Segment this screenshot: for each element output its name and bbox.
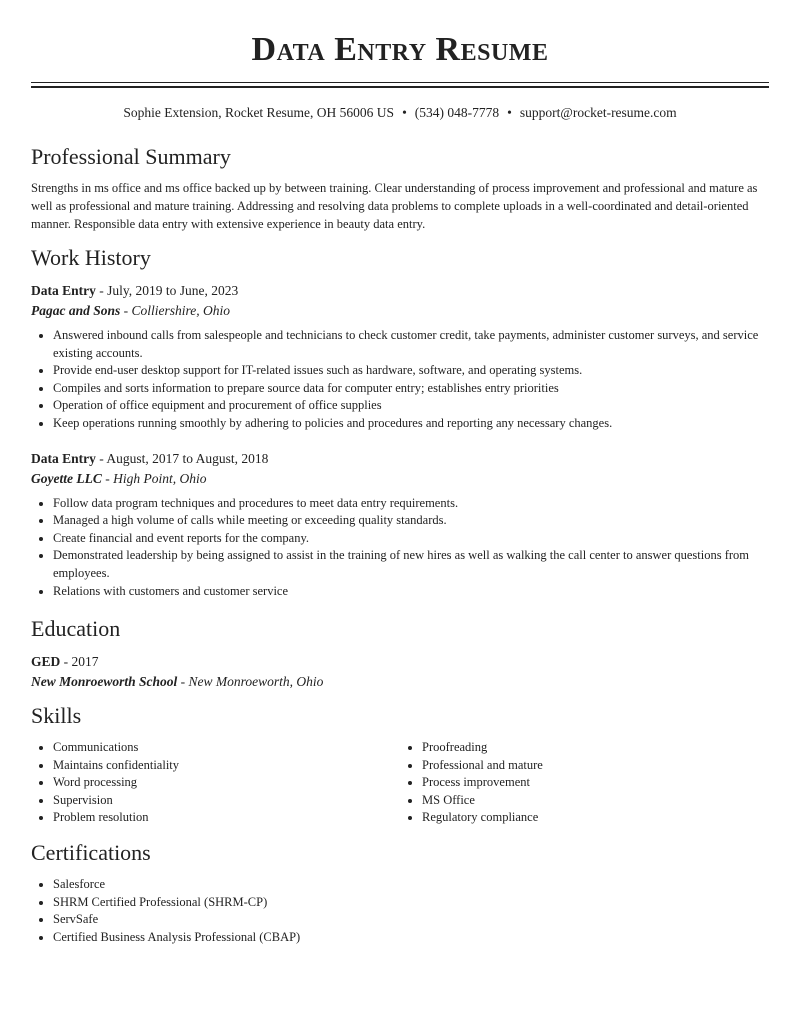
job-location: - High Point, Ohio: [101, 470, 207, 486]
section-heading: Work History: [31, 245, 151, 270]
section-heading: Certifications: [31, 840, 151, 865]
header-rule-thick: [31, 86, 769, 88]
job-company-line: [31, 301, 769, 321]
contact-separator: •: [402, 105, 407, 120]
job-title-line: [31, 449, 769, 469]
summary-section: [31, 144, 769, 233]
list-item: • Proofreading: [422, 739, 769, 757]
certifications-list: [31, 876, 769, 946]
list-item: • Word processing: [53, 774, 400, 792]
education-year: - 2017: [60, 654, 99, 669]
list-item: • Follow data program techniques and procedures to meet data entry requirements.: [53, 495, 769, 513]
job-bullets: [31, 327, 769, 433]
certifications-section: [31, 840, 769, 946]
section-heading: Education: [31, 616, 121, 641]
work-section: [31, 245, 769, 600]
list-item: • Managed a high volume of calls while meeting or exceeding quality standards.: [53, 512, 769, 530]
list-item: • Supervision: [53, 792, 400, 810]
list-item: • Answered inbound calls from salespeople and technicians to check customer credit, take payments, administer customer surveys, and service existing accounts.: [53, 327, 769, 362]
resume-title: Data Entry Resume: [251, 31, 549, 68]
list-item: • Demonstrated leadership by being assigned to assist in the training of new hires as well as walking the call center to answer questions from employees.: [53, 547, 769, 582]
job-dates: - August, 2017 to August, 2018: [95, 450, 269, 466]
job-entry: [31, 449, 769, 601]
contact-address: Sophie Extension, Rocket Resume, OH 56006 US: [123, 105, 395, 120]
list-item: • Create financial and event reports for the company.: [53, 530, 769, 548]
list-item: • Relations with customers and customer service: [53, 583, 769, 601]
section-heading: Skills: [31, 703, 82, 728]
job-company-line: [31, 469, 769, 489]
list-item: • Salesforce: [53, 876, 769, 894]
job-company: Goyette LLC: [31, 470, 102, 486]
header-rule-thin: [31, 82, 769, 83]
job-title-line: [31, 281, 769, 301]
list-item: • Compiles and sorts information to prepare source data for computer entry; establishes entry priorities: [53, 380, 769, 398]
skills-section: [31, 703, 769, 827]
list-item: • MS Office: [422, 792, 769, 810]
education-section: [31, 616, 769, 692]
job-title: Data Entry: [31, 450, 96, 466]
job-entry: [31, 281, 769, 433]
contact-phone: (534) 048-7778: [414, 105, 500, 120]
skills-right-list: [400, 739, 769, 827]
list-item: • Keep operations running smoothly by adhering to policies and procedures and reporting any necessary changes.: [53, 415, 769, 433]
education-school-line: [31, 672, 769, 692]
job-bullets: [31, 495, 769, 601]
contact-separator: •: [507, 105, 512, 120]
list-item: • Professional and mature: [422, 757, 769, 775]
skills-left-list: [31, 739, 400, 827]
list-item: • Maintains confidentiality: [53, 757, 400, 775]
skills-columns: [31, 739, 769, 827]
list-item: • Provide end-user desktop support for IT-related issues such as hardware, software, and operating systems.: [53, 362, 769, 380]
list-item: • Operation of office equipment and procurement of office supplies: [53, 397, 769, 415]
list-item: • Problem resolution: [53, 809, 400, 827]
job-location: - Colliershire, Ohio: [120, 303, 231, 318]
education-degree-line: [31, 652, 769, 672]
section-heading: Professional Summary: [31, 144, 231, 169]
education-school: New Monroeworth School: [31, 674, 178, 689]
list-item: • SHRM Certified Professional (SHRM-CP): [53, 894, 769, 912]
education-location: - New Monroeworth, Ohio: [177, 674, 324, 689]
list-item: • Certified Business Analysis Professional (CBAP): [53, 929, 769, 947]
list-item: • Regulatory compliance: [422, 809, 769, 827]
list-item: • Process improvement: [422, 774, 769, 792]
job-dates: - July, 2019 to June, 2023: [95, 283, 239, 298]
education-degree: GED: [31, 654, 61, 669]
job-title: Data Entry: [31, 283, 96, 298]
contact-line: [31, 104, 769, 122]
contact-email: support@rocket-resume.com: [519, 105, 677, 120]
list-item: • ServSafe: [53, 911, 769, 929]
summary-text: Strengths in ms office and ms office backed up by between training. Clear understanding of process improvement and professional and mature as well as professional and mature training. Addressing and resolving data problems to complete uploads in a well-coordinated and detail-oriented manner. Responsible data entry with extensive experience in beauty data entry.: [31, 181, 758, 231]
job-company: Pagac and Sons: [31, 303, 121, 318]
list-item: • Communications: [53, 739, 400, 757]
